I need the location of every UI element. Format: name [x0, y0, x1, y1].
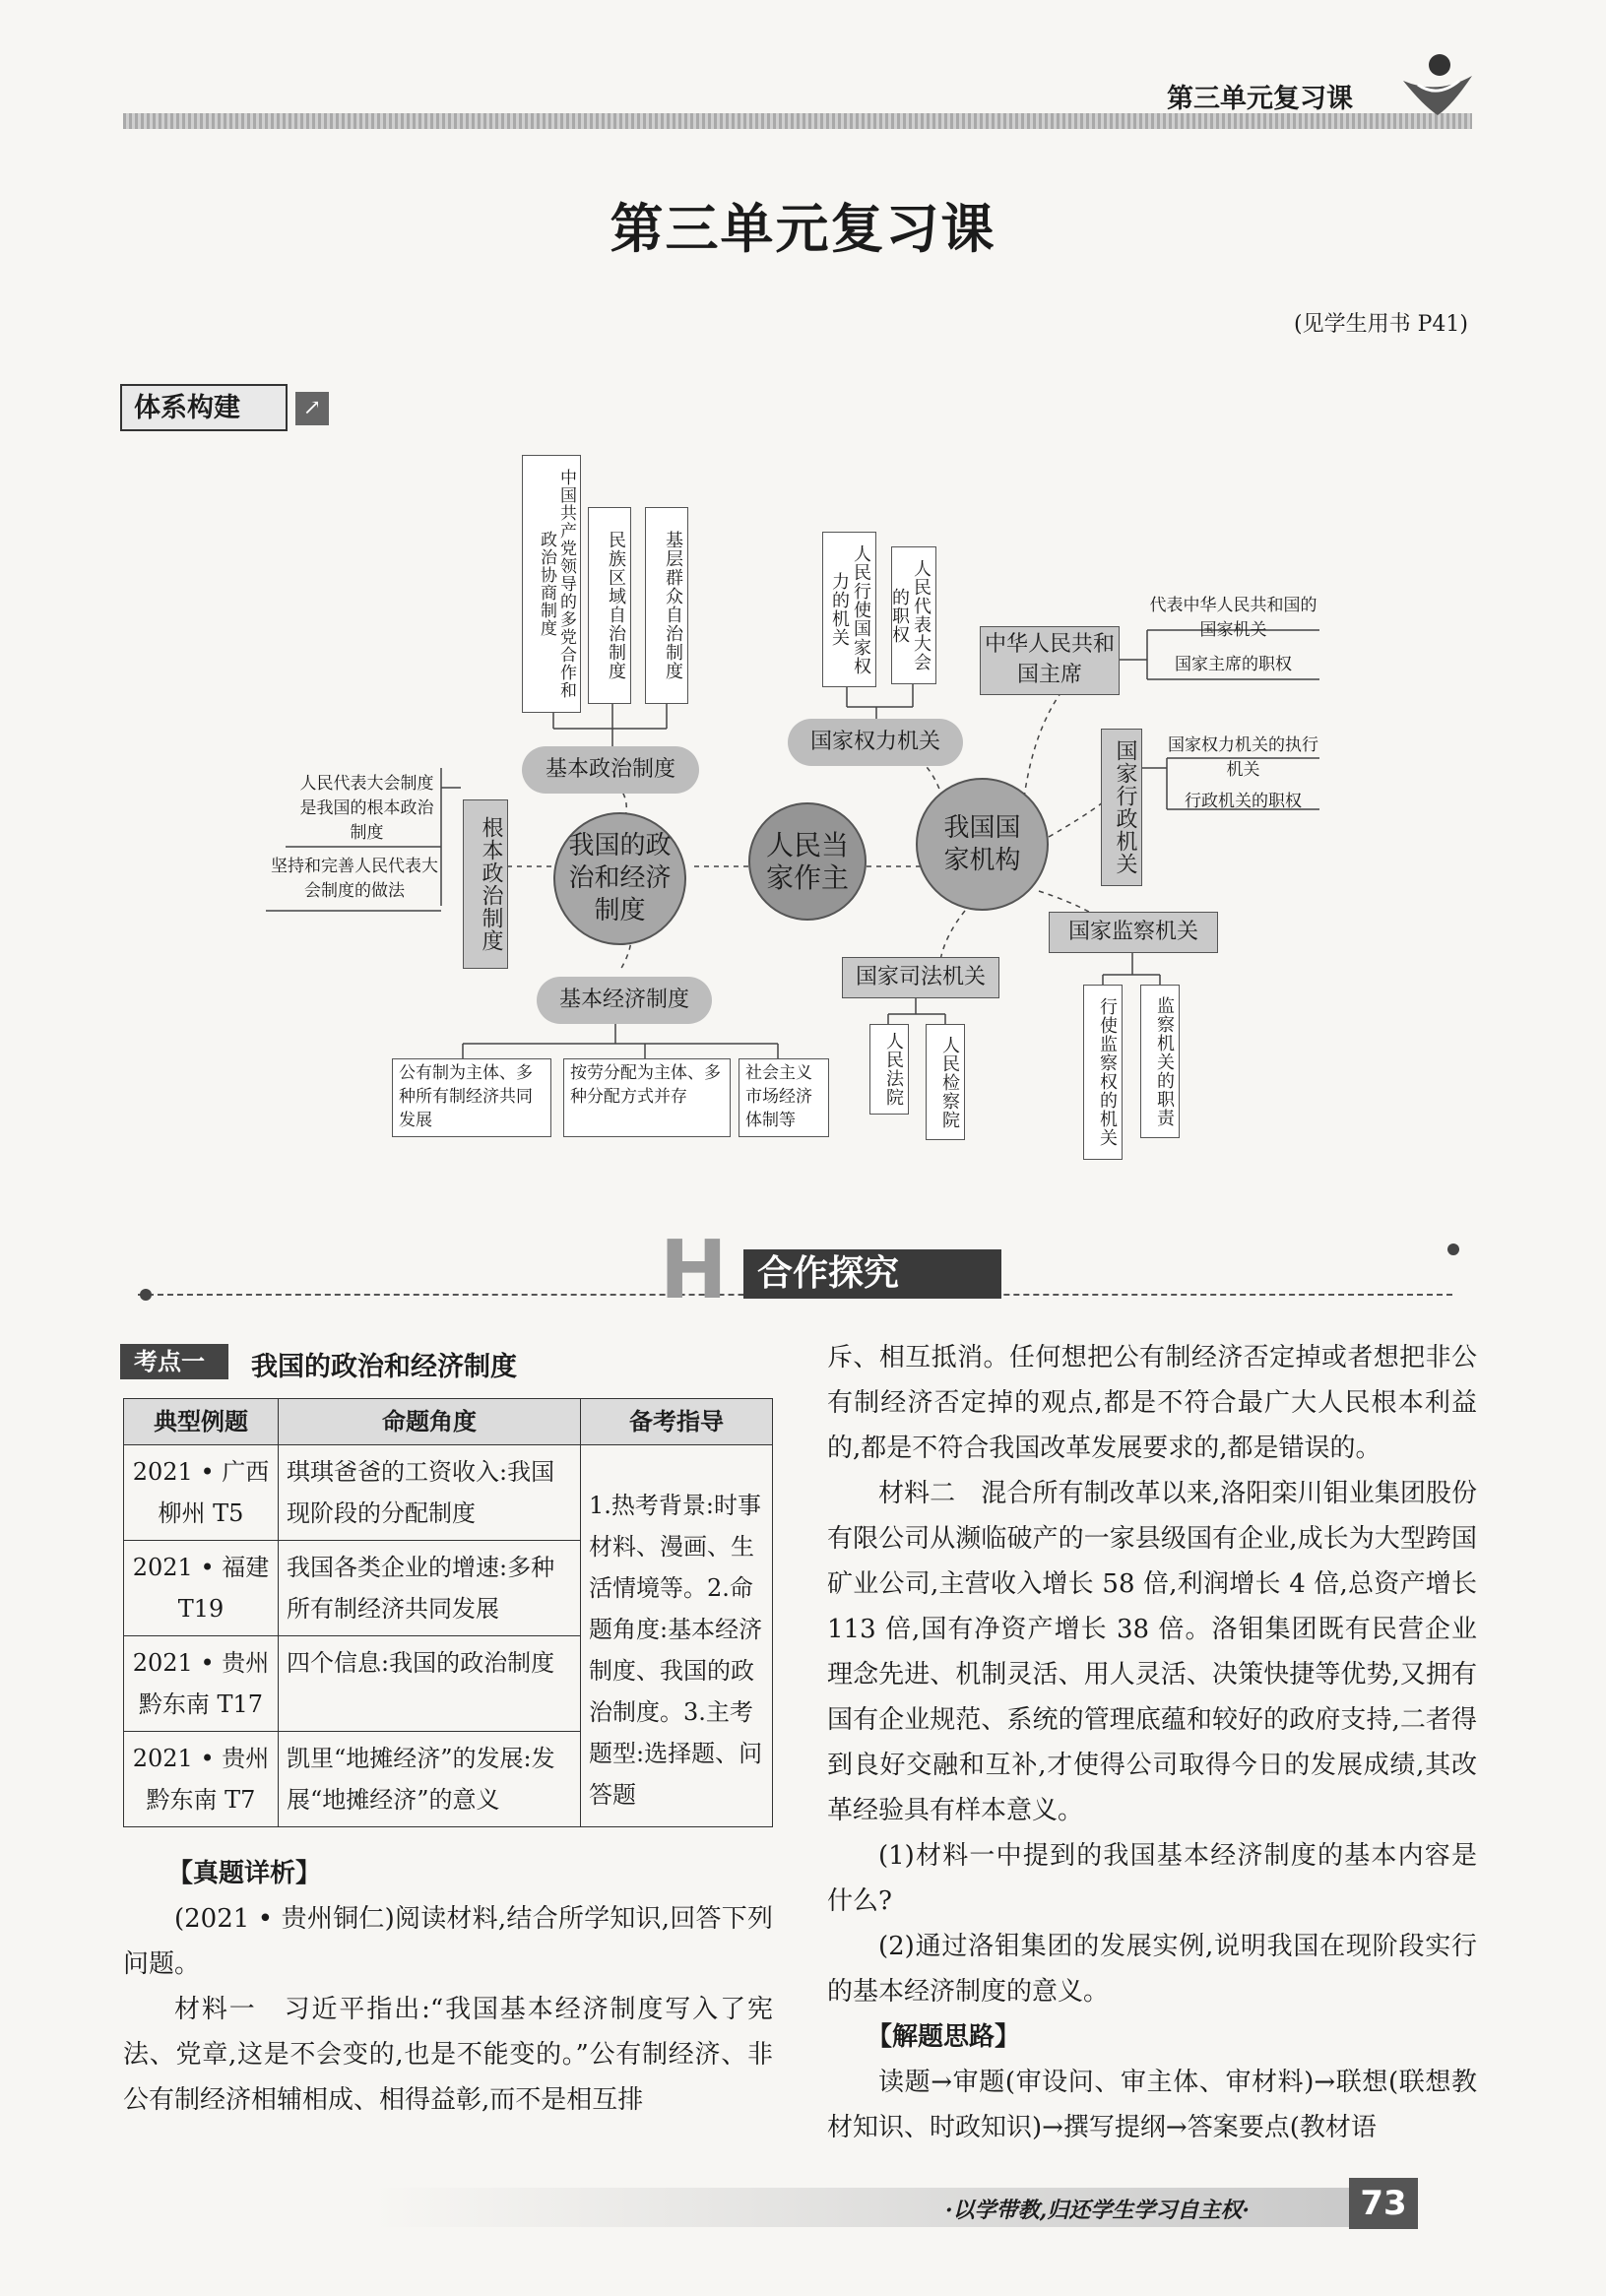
- table-cell-year: 2021 • 福建 T19: [124, 1541, 279, 1636]
- zhenti-heading: 【真题详析】: [167, 1859, 322, 1888]
- president-note-1: 代表中华人民共和国的国家机关: [1149, 596, 1317, 640]
- econ-item-ownership: 公有制为主体、多种所有制经济共同发展: [392, 1058, 551, 1137]
- table-header: 典型例题: [124, 1399, 279, 1445]
- circle-political-economic: 我国的政治和经济制度: [553, 812, 686, 945]
- table-cell-angle: 凯里“地摊经济”的发展:发展“地摊经济”的意义: [279, 1732, 581, 1827]
- supervision-box: 国家监察机关: [1049, 912, 1218, 953]
- book-reference: (见学生用书 P41): [1294, 312, 1468, 337]
- header-unit-title: 第三单元复习课: [1167, 84, 1353, 114]
- admin-organ: 国家行政机关: [1101, 729, 1142, 886]
- table-cell-angle: 琪琪爸爸的工资收入:我国现阶段的分配制度: [279, 1445, 581, 1541]
- econ-item-market: 社会主义市场经济体制等: [739, 1058, 829, 1137]
- table-cell-year: 2021 • 贵州黔东南 T7: [124, 1732, 279, 1827]
- page-number: 73: [1349, 2178, 1418, 2229]
- power-item-exercise: 人民行使国家权力的机关: [822, 532, 876, 687]
- table-cell-guide: 1.热考背景:时事材料、漫画、生活情境等。2.命题角度:基本经济制度、我国的政治制度。3.主考题型:选择题、问答题: [581, 1445, 773, 1827]
- banner-title: 合作探究: [743, 1249, 1001, 1299]
- solution-steps: 读题→审题(审设问、审主体、审材料)→联想(联想教材知识、时政知识)→撰写提纲→答案要点(教材语: [827, 2068, 1477, 2142]
- jieti-heading: 【解题思路】: [867, 2022, 1021, 2052]
- kaodian-title: 我国的政治和经济制度: [251, 1352, 517, 1382]
- cloud-power: 国家权力机关: [788, 719, 963, 766]
- president-note-2: 国家主席的职权: [1175, 655, 1292, 674]
- divider-dot-right: [1447, 1244, 1459, 1255]
- power-item-npc: 人民代表大会的职权: [891, 546, 936, 684]
- admin-note-2: 行政机关的职权: [1185, 792, 1302, 811]
- admin-note-1: 国家权力机关的执行机关: [1168, 735, 1318, 780]
- supervision-item-power: 行使监察权的机关: [1083, 985, 1123, 1160]
- question-source: (2021 • 贵州铜仁)阅读材料,结合所学知识,回答下列问题。: [123, 1904, 773, 1979]
- econ-item-distribution: 按劳分配为主体、多种分配方式并存: [563, 1058, 731, 1137]
- table-row: [124, 1445, 773, 1541]
- fundamental-note-1: 人民代表大会制度是我国的根本政治制度: [299, 774, 434, 843]
- pol-item-grassroots: 基层群众自治制度: [645, 507, 688, 704]
- arrow-icon: ↗: [295, 392, 329, 425]
- material-two: 材料二 混合所有制改革以来,洛阳栾川钼业集团股份有限公司从濒临破产的一家县级国有企业,成长为大型跨国矿业公司,主营收入增长 58 倍,利润增长 4 倍,总资产增长 113 倍,国有净资产增长 38 倍。洛钼集团既有民营企业理念先进、机制灵活、用人灵活、决策快捷等优势,又拥有国有企业规范、系统的管理底蕴和较好的政府支持,二者得到良好交融和互补,才使得公司取得今日的发展成绩,其改革经验具有样本意义。: [827, 1479, 1477, 1825]
- question-2: (2)通过洛钼集团的发展实例,说明我国在现阶段实行的基本经济制度的意义。: [827, 1932, 1477, 2007]
- fundamental-system: 根本政治制度: [463, 799, 508, 969]
- material-one-cont: 斥、相互抵消。任何想把公有制经济否定掉或者想把非公有制经济否定掉的观点,都是不符合最广大人民根本利益的,都是不符合我国改革发展要求的,都是错误的。: [827, 1343, 1477, 1463]
- judicial-item-procuratorate: 人民检察院: [926, 1024, 965, 1140]
- question-1: (1)材料一中提到的我国基本经济制度的基本内容是什么?: [827, 1841, 1477, 1916]
- material-one: 材料一 习近平指出:“我国基本经济制度写入了宪法、党章,这是不会变的,也是不能变的。”公有制经济、非公有制经济相辅相成、相得益彰,而不是相互排: [123, 1995, 773, 2115]
- table-cell-angle: 四个信息:我国的政治制度: [279, 1636, 581, 1732]
- divider-dot-left: [140, 1289, 152, 1301]
- kaodian-label: 考点一: [120, 1344, 228, 1379]
- table-header: 备考指导: [581, 1399, 773, 1445]
- fundamental-note-2: 坚持和完善人民代表大会制度的做法: [271, 857, 438, 901]
- section-banner: [660, 1224, 1014, 1317]
- banner-letter: H: [660, 1224, 728, 1317]
- table-cell-angle: 我国各类企业的增速:多种所有制经济共同发展: [279, 1541, 581, 1636]
- table-header-row: [124, 1399, 773, 1445]
- footer-slogan: ·以学带教,归还学生学习自主权·: [945, 2198, 1250, 2223]
- pol-item-multiparty: 中国共产党领导的多党合作和政治协商制度: [522, 455, 581, 713]
- table-cell-year: 2021 • 贵州黔东南 T17: [124, 1636, 279, 1732]
- supervision-item-duty: 监察机关的职责: [1140, 985, 1180, 1138]
- cloud-political: 基本政治制度: [522, 746, 699, 794]
- table-header: 命题角度: [279, 1399, 581, 1445]
- circle-state-organs: 我国国家机构: [916, 778, 1049, 911]
- page-title: 第三单元复习课: [610, 197, 996, 260]
- president-box: 中华人民共和国主席: [980, 626, 1120, 695]
- exam-table: [123, 1398, 773, 1827]
- circle-center: 人民当家作主: [748, 802, 867, 921]
- table-cell-year: 2021 • 广西柳州 T5: [124, 1445, 279, 1541]
- section-tag: 体系构建: [120, 384, 288, 431]
- judicial-box: 国家司法机关: [842, 957, 999, 998]
- cloud-economic: 基本经济制度: [537, 977, 712, 1024]
- judicial-item-court: 人民法院: [869, 1024, 909, 1115]
- pol-item-ethnic: 民族区域自治制度: [588, 507, 631, 704]
